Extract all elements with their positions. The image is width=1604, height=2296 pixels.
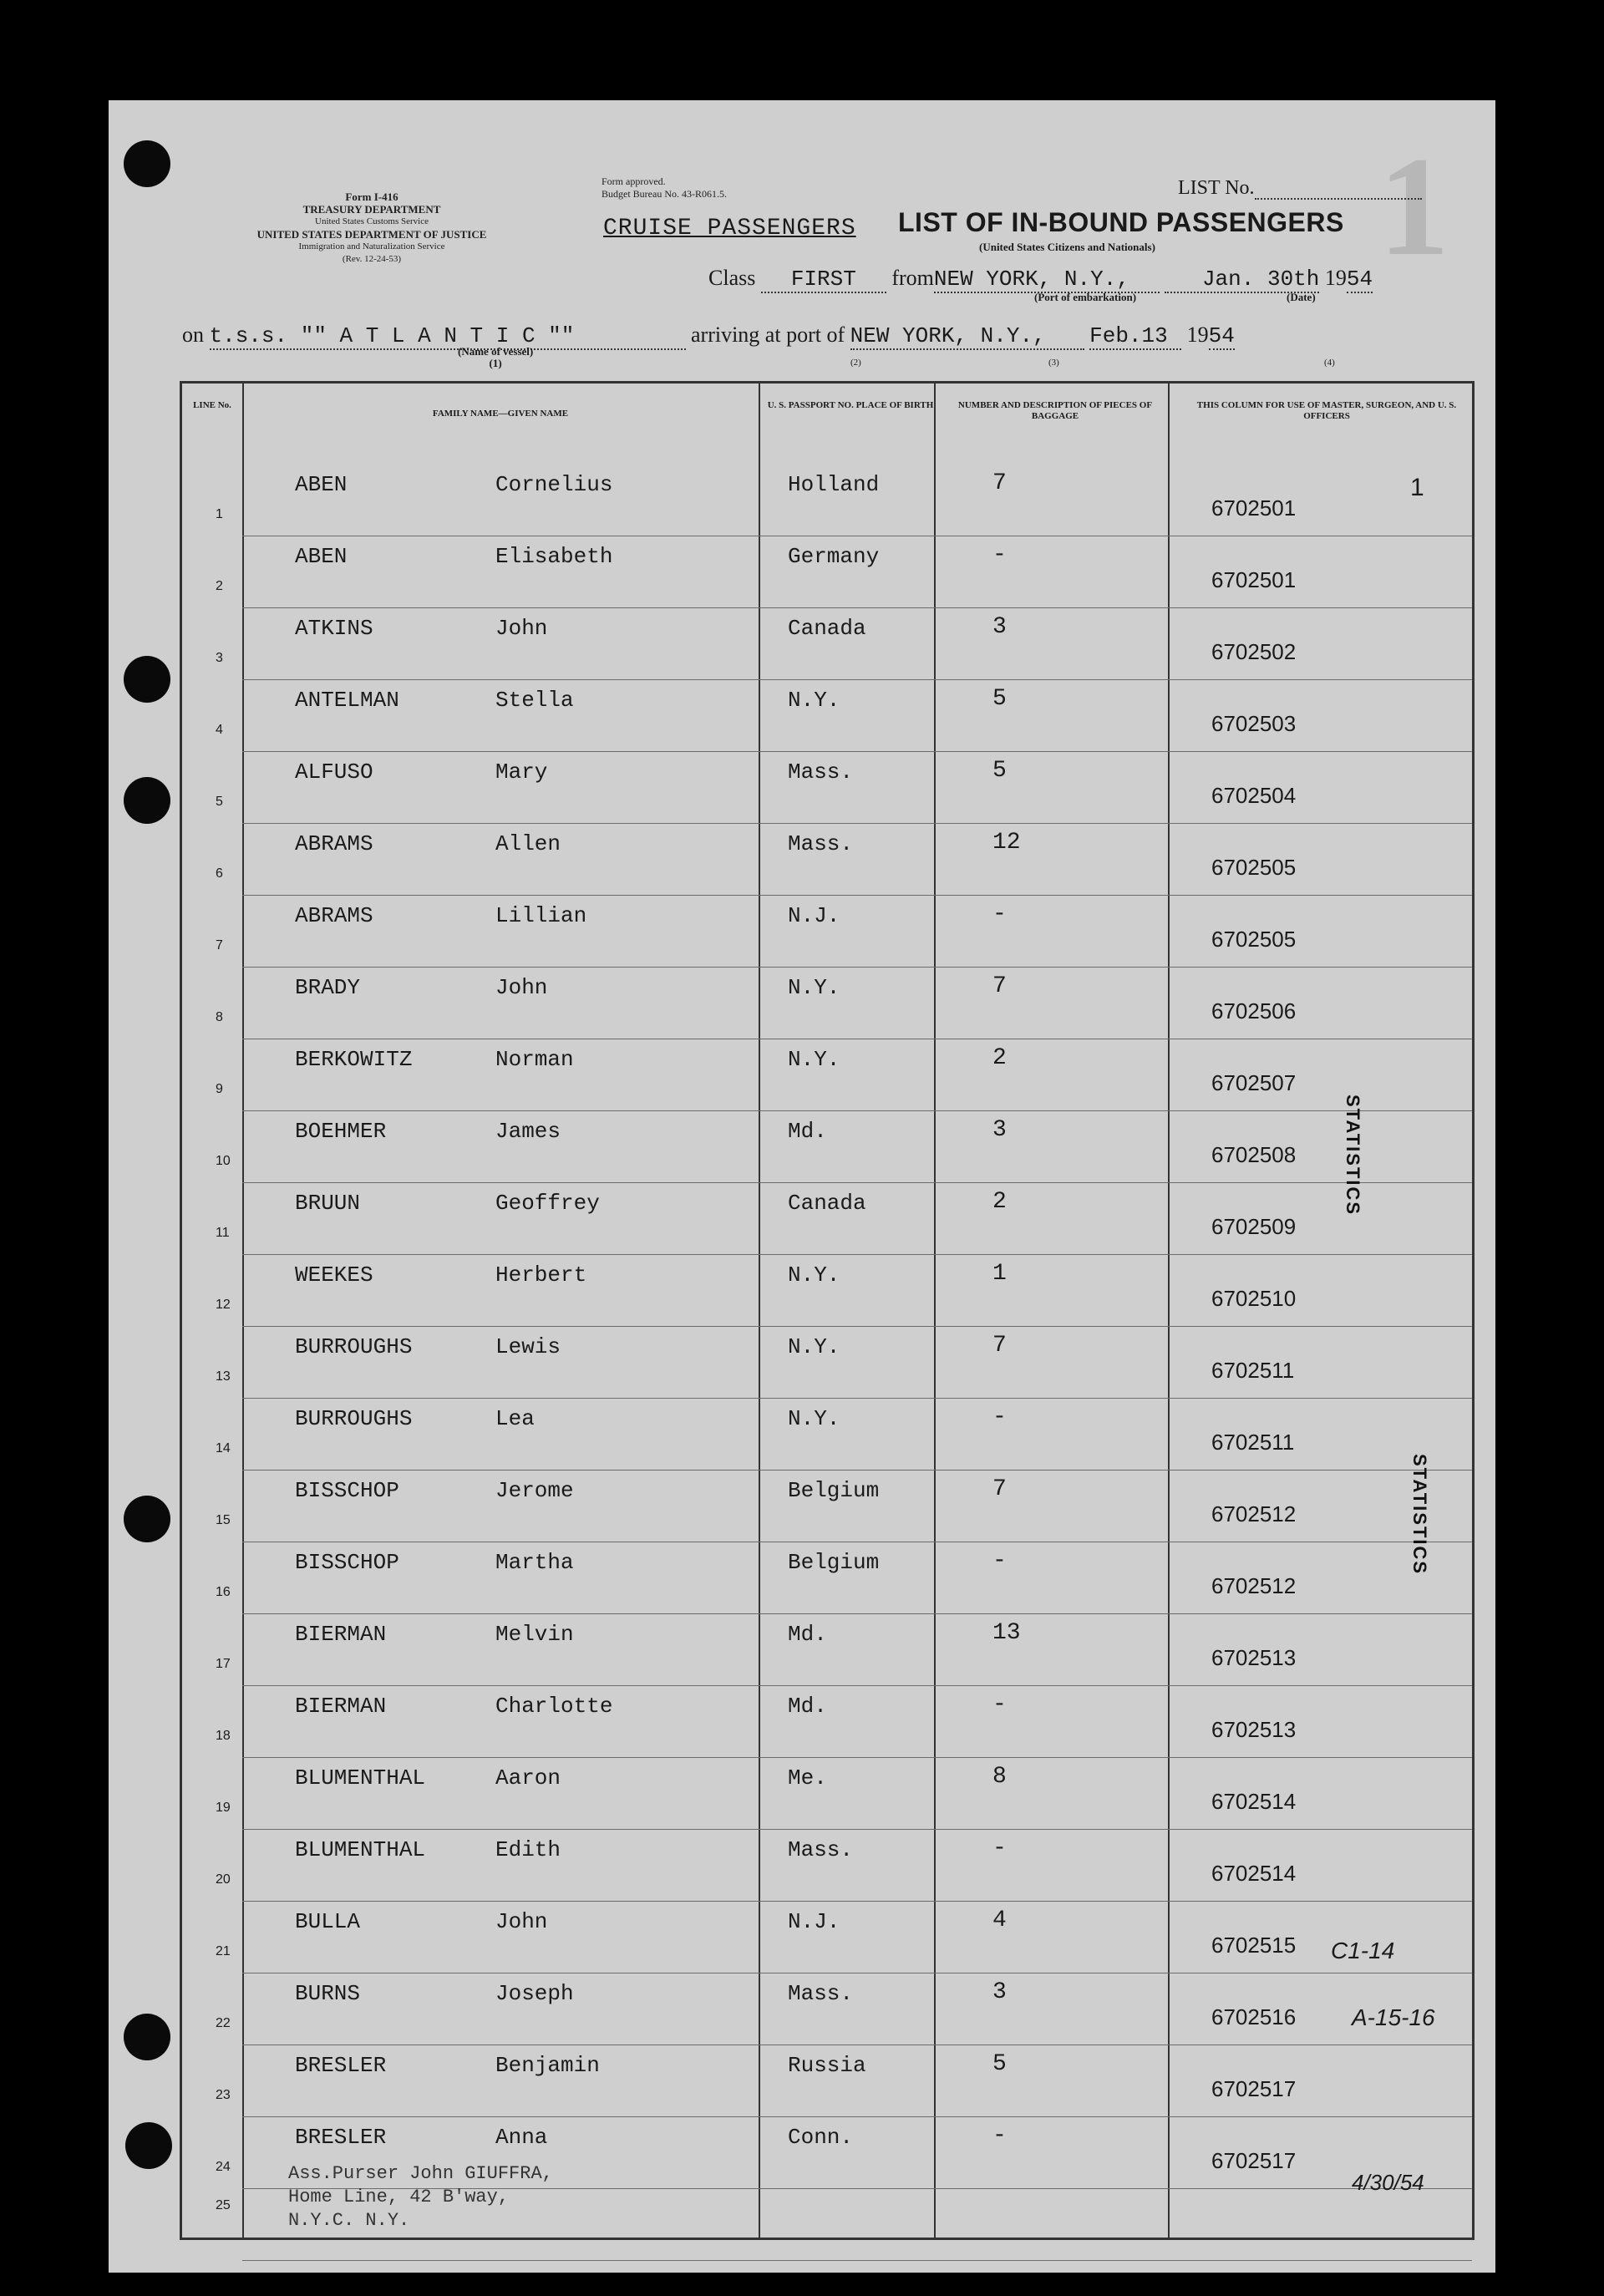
place-of-birth: Canada xyxy=(788,1191,866,1216)
binder-hole xyxy=(125,2122,172,2169)
page-subtitle: (United States Citizens and Nationals) xyxy=(979,241,1155,253)
place-of-birth: N.J. xyxy=(788,903,840,928)
revision-label: (Rev. 12-24-53) xyxy=(342,254,402,264)
table-row xyxy=(182,1326,1472,1398)
given-name: Norman xyxy=(495,1047,574,1072)
family-name: BOEHMER xyxy=(295,1119,387,1144)
place-of-birth: Canada xyxy=(788,616,866,641)
header-officers: THIS COLUMN FOR USE OF MASTER, SURGEON, AND U. S. OFFICERS xyxy=(1196,400,1457,421)
family-name: BRADY xyxy=(295,975,361,1000)
given-name: James xyxy=(495,1119,561,1144)
line-number: 20 xyxy=(216,1872,231,1887)
place-of-birth: N.Y. xyxy=(788,1047,840,1072)
officer-number: 6702514 xyxy=(1211,1861,1297,1886)
table-row xyxy=(182,607,1472,679)
place-of-birth: Mass. xyxy=(788,1837,854,1862)
baggage-count: - xyxy=(992,1692,1007,1718)
given-name: Martha xyxy=(495,1550,574,1575)
given-name: Anna xyxy=(495,2125,548,2150)
line-number: 6 xyxy=(216,866,223,881)
family-name: BLUMENTHAL xyxy=(295,1765,426,1791)
table-row xyxy=(182,895,1472,967)
line-number: 4 xyxy=(216,723,223,737)
family-name: ABEN xyxy=(295,472,348,497)
family-name: ABRAMS xyxy=(295,831,373,856)
place-of-birth: Me. xyxy=(788,1765,827,1791)
list-no-field: LIST No. xyxy=(1178,177,1422,200)
baggage-count: - xyxy=(992,1405,1007,1430)
baggage-count: - xyxy=(992,1836,1007,1862)
baggage-count: 5 xyxy=(992,758,1007,784)
date-sublabel: (Date) xyxy=(1287,291,1316,303)
officer-number: 6702507 xyxy=(1211,1070,1297,1095)
given-name: Benjamin xyxy=(495,2053,600,2078)
officer-number: 6702506 xyxy=(1211,998,1297,1024)
header-passport: U. S. PASSPORT NO. PLACE OF BIRTH xyxy=(767,400,934,410)
line-number: 1 xyxy=(216,507,223,521)
statistics-stamp: STATISTICS xyxy=(1409,1454,1430,1576)
line-number: 25 xyxy=(216,2198,231,2212)
given-name: Lewis xyxy=(495,1334,561,1359)
line-number: 10 xyxy=(216,1154,231,1168)
baggage-count: - xyxy=(992,1548,1007,1574)
place-of-birth: Germany xyxy=(788,544,880,569)
table-row xyxy=(182,1685,1472,1757)
family-name: ABEN xyxy=(295,544,348,569)
given-name: Lillian xyxy=(495,903,587,928)
treasury-label: TREASURY DEPARTMENT xyxy=(302,203,441,216)
line-number: 23 xyxy=(216,2088,231,2102)
line-number: 2 xyxy=(216,579,223,593)
page-title: LIST OF IN-BOUND PASSENGERS xyxy=(898,207,1344,237)
baggage-count: 2 xyxy=(992,1189,1007,1215)
given-name: Mary xyxy=(495,759,548,785)
row-mark: 1 xyxy=(1410,474,1424,501)
table-row xyxy=(182,1110,1472,1182)
family-name: BISSCHOP xyxy=(295,1550,399,1575)
officer-number: 6702509 xyxy=(1211,1214,1297,1239)
sublabel-4: (4) xyxy=(1324,358,1335,368)
sublabel-3: (3) xyxy=(1048,358,1059,368)
family-name: ATKINS xyxy=(295,616,373,641)
binder-hole xyxy=(124,777,170,824)
table-row xyxy=(182,1542,1472,1613)
ins-label: Immigration and Naturalization Service xyxy=(298,241,445,251)
line-number: 8 xyxy=(216,1010,223,1024)
family-name: BERKOWITZ xyxy=(295,1047,413,1072)
line-number: 17 xyxy=(216,1657,231,1671)
line-number: 21 xyxy=(216,1944,231,1958)
customs-label: United States Customs Service xyxy=(315,216,429,226)
header-line-no: LINE No. xyxy=(193,400,231,410)
officer-number: 6702512 xyxy=(1211,1501,1297,1526)
table-row xyxy=(182,1901,1472,1973)
family-name: BURROUGHS xyxy=(295,1334,413,1359)
given-name: Geoffrey xyxy=(495,1191,600,1216)
line-number: 19 xyxy=(216,1801,231,1815)
given-name: Melvin xyxy=(495,1622,574,1647)
family-name: BIERMAN xyxy=(295,1622,387,1647)
officer-number: 6702510 xyxy=(1211,1286,1297,1311)
officer-number: 6702515 xyxy=(1211,1933,1297,1958)
family-name: BISSCHOP xyxy=(295,1478,399,1503)
table-row xyxy=(182,2045,1472,2116)
line-number: 14 xyxy=(216,1441,231,1455)
sublabel-2: (2) xyxy=(850,358,861,368)
baggage-count: - xyxy=(992,902,1007,927)
family-name: BURROUGHS xyxy=(295,1406,413,1431)
given-name: Stella xyxy=(495,688,574,713)
place-of-birth: Belgium xyxy=(788,1550,880,1575)
baggage-count: - xyxy=(992,542,1007,568)
place-of-birth: N.Y. xyxy=(788,688,840,713)
place-of-birth: Mass. xyxy=(788,1981,854,2006)
given-name: Jerome xyxy=(495,1478,574,1503)
officer-number: 6702512 xyxy=(1211,1573,1297,1598)
table-row xyxy=(182,679,1472,751)
officer-number: 6702511 xyxy=(1211,1430,1295,1455)
line-number: 16 xyxy=(216,1585,231,1599)
table-row xyxy=(182,1182,1472,1254)
baggage-count: 7 xyxy=(992,1476,1007,1502)
embark-date: Jan. 30th xyxy=(1165,267,1319,293)
passenger-table xyxy=(180,381,1475,2240)
table-row xyxy=(182,1254,1472,1326)
officer-number: 6702516 xyxy=(1211,2004,1297,2029)
given-name: Cornelius xyxy=(495,472,613,497)
given-name: John xyxy=(495,616,548,641)
cruise-passengers-label: CRUISE PASSENGERS xyxy=(603,216,856,241)
vessel-line: on t.s.s. "" A T L A N T I C "" arriving at port of NEW YORK, N.Y., Feb.13 1954 xyxy=(182,323,1235,348)
handwritten-note: A-15-16 xyxy=(1352,2004,1435,2030)
line-number: 7 xyxy=(216,938,223,952)
line-number: 11 xyxy=(216,1226,230,1240)
place-of-birth: N.Y. xyxy=(788,1334,840,1359)
place-of-birth: Conn. xyxy=(788,2125,854,2150)
baggage-count: 7 xyxy=(992,1333,1007,1359)
table-row xyxy=(182,1039,1472,1110)
arrival-port: NEW YORK, N.Y., xyxy=(850,323,1084,350)
family-name: BURNS xyxy=(295,1981,361,2006)
family-name: BRUUN xyxy=(295,1191,361,1216)
given-name: Elisabeth xyxy=(495,544,613,569)
given-name: Allen xyxy=(495,831,561,856)
family-name: BLUMENTHAL xyxy=(295,1837,426,1862)
officer-number: 6702508 xyxy=(1211,1142,1297,1167)
binder-hole xyxy=(124,1496,170,1542)
baggage-count: 8 xyxy=(992,1764,1007,1790)
table-row xyxy=(182,536,1472,607)
justice-label: UNITED STATES DEPARTMENT OF JUSTICE xyxy=(256,228,487,241)
baggage-count: 5 xyxy=(992,686,1007,712)
officer-number: 6702504 xyxy=(1211,783,1297,808)
baggage-count: 3 xyxy=(992,614,1007,640)
family-name: WEEKES xyxy=(295,1262,373,1288)
class-value: FIRST xyxy=(761,267,886,293)
place-of-birth: N.Y. xyxy=(788,1406,840,1431)
place-of-birth: Md. xyxy=(788,1694,827,1719)
line-number: 12 xyxy=(216,1298,231,1312)
given-name: Joseph xyxy=(495,1981,574,2006)
arrival-year: 54 xyxy=(1208,323,1235,348)
given-name: Edith xyxy=(495,1837,561,1862)
table-row xyxy=(182,1398,1472,1470)
given-name: John xyxy=(495,975,548,1000)
baggage-count: 12 xyxy=(992,830,1021,856)
table-row xyxy=(182,1613,1472,1685)
baggage-count: 2 xyxy=(992,1045,1007,1071)
officer-number: 6702505 xyxy=(1211,927,1297,952)
purser-footer: Ass.Purser John GIUFFRA, Home Line, 42 B'way, N.Y.C. N.Y. xyxy=(288,2163,553,2231)
place-of-birth: Russia xyxy=(788,2053,866,2078)
form-number: Form I-416 xyxy=(345,190,398,203)
row-divider xyxy=(242,2260,1472,2261)
line-number: 9 xyxy=(216,1082,223,1096)
place-of-birth: Md. xyxy=(788,1622,827,1647)
table-row xyxy=(182,1470,1472,1542)
given-name: Herbert xyxy=(495,1262,587,1288)
table-row xyxy=(182,1829,1472,1901)
line-number: 18 xyxy=(216,1729,231,1743)
baggage-count: 5 xyxy=(992,2051,1007,2077)
table-row xyxy=(182,1757,1472,1829)
class-line: Class FIRST fromNEW YORK, N.Y., Jan. 30th 1954 xyxy=(708,266,1373,292)
form-header-agencies xyxy=(175,190,568,266)
place-of-birth: Mass. xyxy=(788,759,854,785)
baggage-count: 7 xyxy=(992,973,1007,999)
baggage-count: 3 xyxy=(992,1979,1007,2005)
line-number: 3 xyxy=(216,651,223,665)
family-name: ABRAMS xyxy=(295,903,373,928)
statistics-stamp: STATISTICS xyxy=(1343,1095,1363,1217)
baggage-count: 13 xyxy=(992,1620,1021,1646)
given-name: Lea xyxy=(495,1406,535,1431)
place-of-birth: Mass. xyxy=(788,831,854,856)
given-name: Charlotte xyxy=(495,1694,613,1719)
officer-number: 6702501 xyxy=(1211,567,1297,592)
baggage-count: 1 xyxy=(992,1261,1007,1287)
place-of-birth: N.Y. xyxy=(788,1262,840,1288)
given-name: Aaron xyxy=(495,1765,561,1791)
binder-hole xyxy=(124,2014,170,2060)
family-name: BRESLER xyxy=(295,2125,387,2150)
form-approval: Form approved. Budget Bureau No. 43-R061.5. xyxy=(602,175,727,200)
header-name: FAMILY NAME—GIVEN NAME xyxy=(432,409,569,419)
officer-number: 6702502 xyxy=(1211,639,1297,664)
table-row xyxy=(182,823,1472,895)
line-number: 5 xyxy=(216,795,223,809)
line-number: 22 xyxy=(216,2016,231,2030)
officer-number: 6702511 xyxy=(1211,1358,1295,1383)
list-number-large: 1 xyxy=(1378,128,1449,285)
officer-number: 6702501 xyxy=(1211,495,1297,521)
table-row xyxy=(182,967,1472,1039)
officer-number: 6702517 xyxy=(1211,2148,1297,2173)
place-of-birth: Belgium xyxy=(788,1478,880,1503)
handwritten-date: 4/30/54 xyxy=(1352,2170,1424,2195)
table-row xyxy=(182,464,1472,536)
table-row xyxy=(182,751,1472,823)
baggage-count: 3 xyxy=(992,1117,1007,1143)
officer-number: 6702513 xyxy=(1211,1645,1297,1670)
family-name: ALFUSO xyxy=(295,759,373,785)
arrival-date: Feb.13 xyxy=(1089,323,1181,350)
embark-port: NEW YORK, N.Y., xyxy=(934,267,1160,293)
family-name: ANTELMAN xyxy=(295,688,399,713)
place-of-birth: Md. xyxy=(788,1119,827,1144)
officer-number: 6702503 xyxy=(1211,711,1297,736)
officer-number: 6702514 xyxy=(1211,1789,1297,1814)
family-name: BULLA xyxy=(295,1909,361,1934)
line-number: 24 xyxy=(216,2160,231,2174)
baggage-count: 4 xyxy=(992,1907,1007,1933)
family-name: BRESLER xyxy=(295,2053,387,2078)
baggage-count: 7 xyxy=(992,470,1007,496)
place-of-birth: N.Y. xyxy=(788,975,840,1000)
vessel-name: t.s.s. "" A T L A N T I C "" xyxy=(210,323,686,350)
handwritten-note: C1-14 xyxy=(1331,1938,1395,1963)
table-row xyxy=(182,1973,1472,2045)
binder-hole xyxy=(124,656,170,703)
place-of-birth: Holland xyxy=(788,472,880,497)
vessel-sublabel: (Name of vessel) (1) xyxy=(458,345,534,369)
place-of-birth: N.J. xyxy=(788,1909,840,1934)
line-number: 15 xyxy=(216,1513,231,1527)
officer-number: 6702517 xyxy=(1211,2076,1297,2101)
given-name: John xyxy=(495,1909,548,1934)
line-number: 13 xyxy=(216,1369,231,1384)
embark-sublabel: (Port of embarkation) xyxy=(1034,291,1137,303)
family-name: BIERMAN xyxy=(295,1694,387,1719)
binder-hole xyxy=(124,140,170,187)
embark-year: 54 xyxy=(1346,267,1373,292)
header-baggage: NUMBER AND DESCRIPTION OF PIECES OF BAGGAGE xyxy=(957,400,1153,421)
officer-number: 6702505 xyxy=(1211,855,1297,880)
baggage-count: - xyxy=(992,2123,1007,2149)
officer-number: 6702513 xyxy=(1211,1717,1297,1742)
